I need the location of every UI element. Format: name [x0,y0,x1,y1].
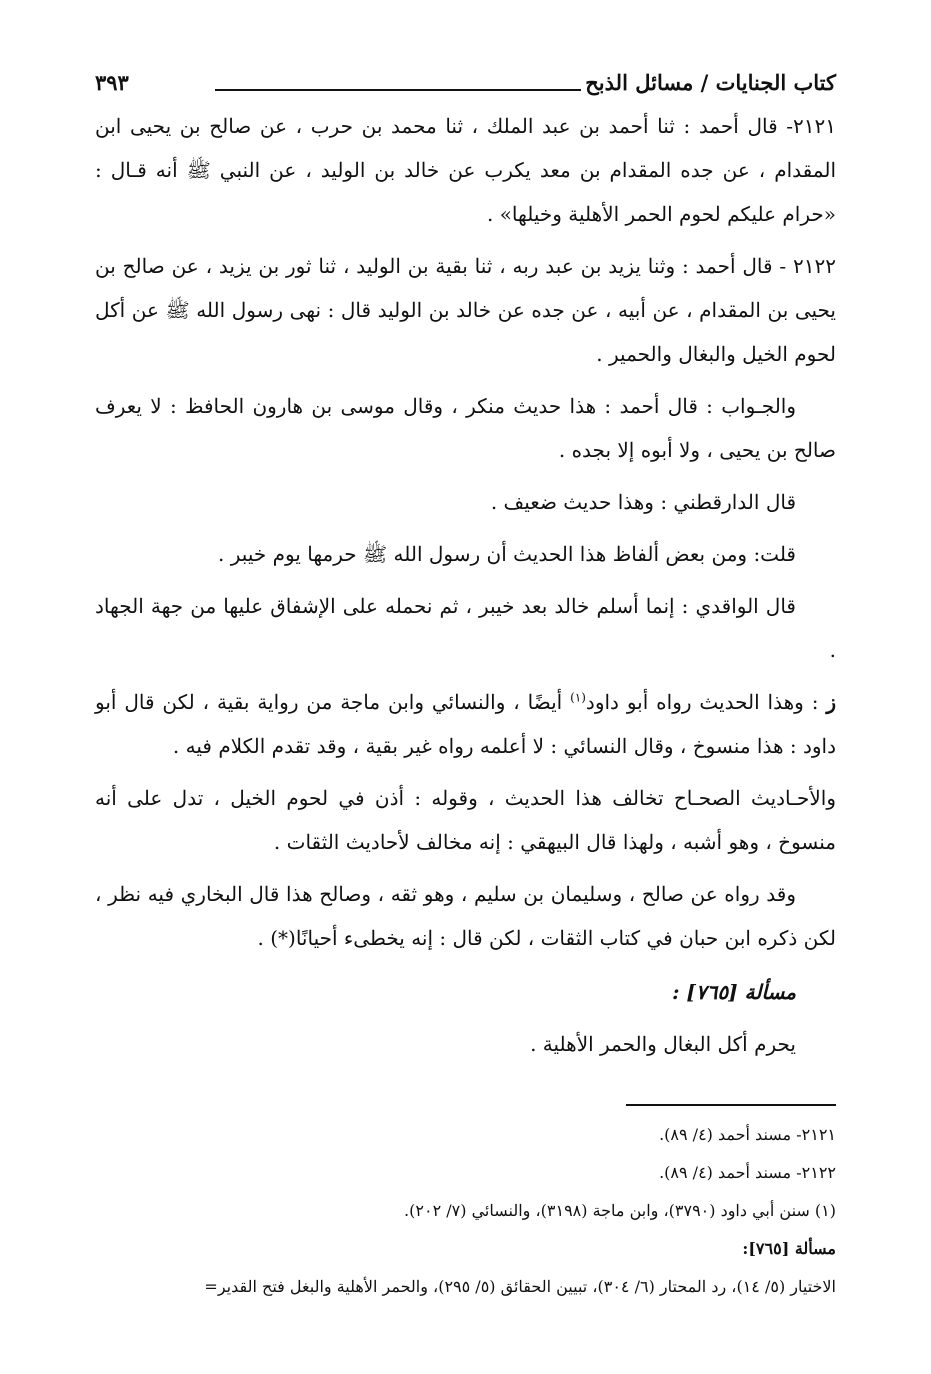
sahih-paragraph: والأحـاديث الصحـاح تخالف هذا الحديث ، وقوله : أذن في لحوم الخيل ، تدل على أنه منسوخ ، وهو أشبه ، ولهذا قال البيهقي : إنه مخالف لأحاديث الثقات . [95,786,836,854]
footnote-rule [626,1104,836,1106]
footnote-1: (١) سنن أبي داود (٣٧٩٠)، وابن ماجة (٣١٩٨)، والنسائي (٧/ ٢٠٢). [404,1201,836,1220]
masala-text: يحرم أكل البغال والحمر الأهلية . [530,1032,796,1056]
footnote-masala-refs: الاختيار (٥/ ١٤)، رد المحتار (٦/ ٣٠٤)، تبيين الحقائق (٥/ ٢٩٥)، والحمر الأهلية والبغل فتح القدير= [204,1277,836,1296]
daraqutni-paragraph: قال الدارقطني : وهذا حديث ضعيف . [490,490,796,514]
header-rule [215,89,581,91]
answer-paragraph: والجـواب : قال أحمد : هذا حديث منكر ، وقال موسى بن هارون الحافظ : لا يعرف صالح بن يحيى ، ولا أبوه إلا بجده . [95,394,836,462]
waqidi-paragraph: قال الواقدي : إنما أسلم خالد بعد خيبر ، ثم نحمله على الإشفاق عليها من جهة الجهاد . [95,594,836,662]
footnote-2121: ٢١٢١- مسند أحمد (٤/ ٨٩). [659,1125,836,1144]
footnote-masala-heading: مسألة [٧٦٥]: [742,1239,836,1258]
salih-paragraph: وقد رواه عن صالح ، وسليمان بن سليم ، وهو ثقه ، وصالح هذا قال البخاري فيه نظر ، لكن ذكره ابن حبان في كتاب الثقات ، لكن قال : إنه يخطىء أحيانًا(*) . [95,882,836,950]
book-page [95,68,836,1306]
footnote-ref-1[interactable]: (١) [570,690,586,705]
page-number: ٣٩٣ [95,70,129,95]
running-header [95,68,836,104]
qultu-paragraph: قلت: ومن بعض ألفاظ هذا الحديث أن رسول الله ﷺ حرمها يوم خيبر . [218,542,796,566]
hadith-2122: ٢١٢٢ - قال أحمد : وثنا يزيد بن عبد ربه ، ثنا بقية بن الوليد ، ثنا ثور بن يزيد ، عن صالح بن يحيى بن المقدام ، عن أبيه ، عن جده عن خالد بن الوليد قال : نهى رسول الله ﷺ عن أكل لحوم الخيل والبغال والحمير . [95,254,836,366]
hadith-2121: ٢١٢١- قال أحمد : ثنا أحمد بن عبد الملك ، ثنا محمد بن حرب ، عن صالح بن يحيى ابن المقدام ، عن جده المقدام بن معد يكرب عن خالد بن الوليد ، عن النبي ﷺ أنه قـال : «حرام عليكم لحوم الحمر الأهلية وخيلها» . [95,114,836,226]
zay-text-a: : وهذا الحديث رواه أبو داود [585,690,827,714]
zay-text-b: أيضًا ، والنسائي وابن ماجة من رواية بقية ، لكن قال أبو داود : هذا منسوخ ، وقال النسائي : لا أعلمه رواه غير بقية ، وقد تقدم الكلام فيه . [95,690,836,758]
header-title: كتاب الجنايات / مسائل الذبح [585,70,836,95]
footnote-2122: ٢١٢٢- مسند أحمد (٤/ ٨٩). [659,1163,836,1182]
zay-paragraph [95,680,836,768]
zay-marker: ز [826,690,836,714]
masala-heading: مسألة [٧٦٥] : [672,980,796,1004]
